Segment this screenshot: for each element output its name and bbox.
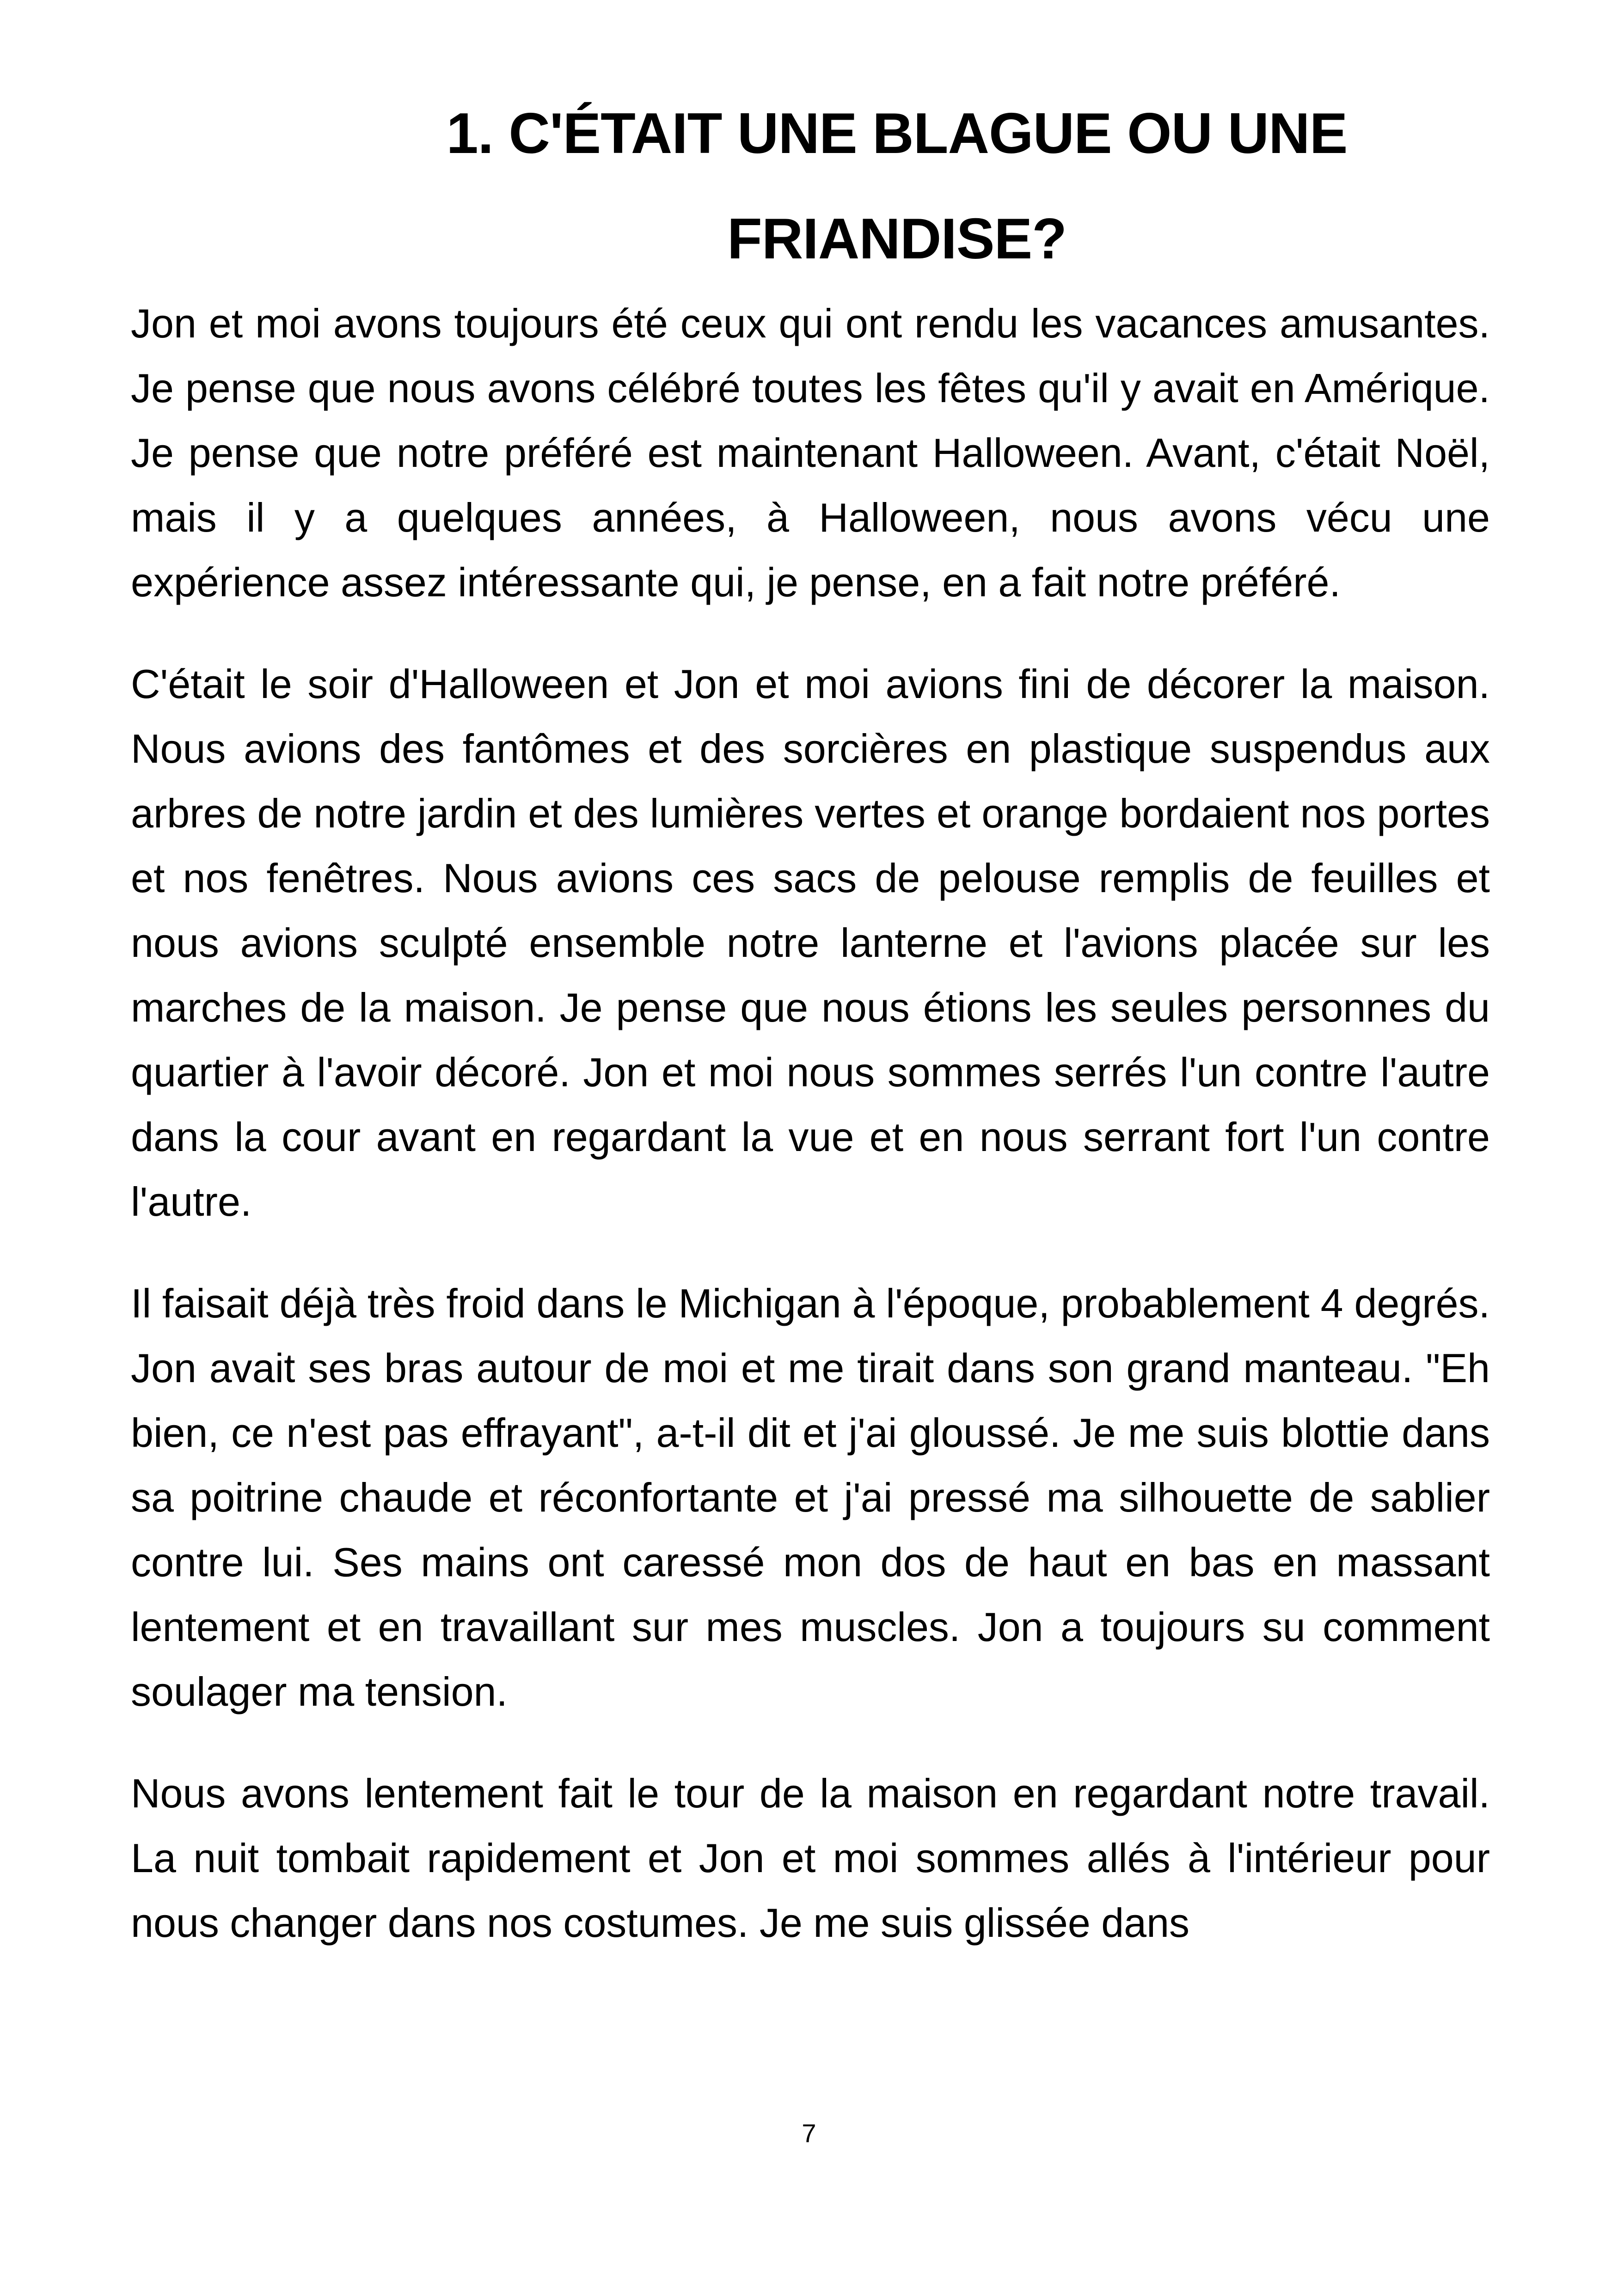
chapter-title <box>407 81 1387 292</box>
chapter-title-line-1: 1. C'ÉTAIT UNE BLAGUE OU UNE <box>446 102 1348 165</box>
paragraph-2: C'était le soir d'Halloween et Jon et moi avions fini de décorer la maison. Nous avions des fantômes et des sorcières en plastique suspendus aux arbres de notre jardin et des lumières vertes et orange bordaient nos portes et nos fenêtres. Nous avions ces sacs de pelouse remplis de feuilles et nous avions sculpté ensemble notre lanterne et l'avions placée sur les marches de la maison. Je pense que nous étions les seules personnes du quartier à l'avoir décoré. Jon et moi nous sommes serrés l'un contre l'autre dans la cour avant en regardant la vue et en nous serrant fort l'un contre l'autre. <box>131 661 1490 1225</box>
paragraph-1: Jon et moi avons toujours été ceux qui ont rendu les vacances amusantes. Je pense que nous avons célébré toutes les fêtes qu'il y avait en Amérique. Je pense que notre préféré est maintenant Halloween. Avant, c'était Noël, mais il y a quelques années, à Halloween, nous avons vécu une expérience assez intéressante qui, je pense, en a fait notre préféré. <box>131 300 1490 605</box>
page-number: 7 <box>802 2118 816 2148</box>
chapter-title-line-2: FRIANDISE? <box>727 207 1066 271</box>
paragraph-4: Nous avons lentement fait le tour de la maison en regardant notre travail. La nuit tombait rapidement et Jon et moi sommes allés à l'intérieur pour nous changer dans nos costumes. Je me suis glissée dans <box>131 1770 1490 1946</box>
chapter-body <box>131 291 1490 1992</box>
paragraph-3: Il faisait déjà très froid dans le Michigan à l'époque, probablement 4 degrés. Jon avait ses bras autour de moi et me tirait dans son grand manteau. "Eh bien, ce n'est pas effrayant", a-t-il dit et j'ai gloussé. Je me suis blottie dans sa poitrine chaude et réconfortante et j'ai pressé ma silhouette de sablier contre lui. Ses mains ont caressé mon dos de haut en bas en massant lentement et en travaillant sur mes muscles. Jon a toujours su comment soulager ma tension. <box>131 1280 1490 1714</box>
